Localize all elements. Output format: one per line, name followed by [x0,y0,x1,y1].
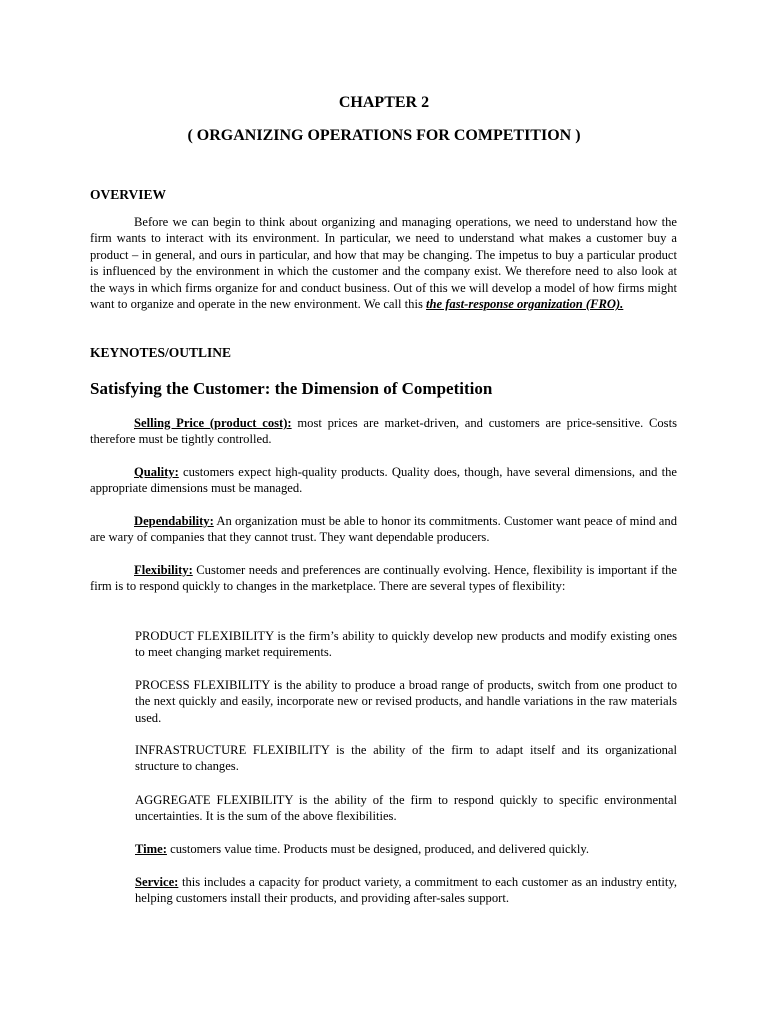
dependability-paragraph [90,513,677,546]
service-term: Service: [135,875,179,889]
time-paragraph [135,841,677,857]
quality-paragraph [90,464,677,497]
infrastructure-flexibility-paragraph: INFRASTRUCTURE FLEXIBILITY is the ability of the firm to adapt itself and its organizational structure to changes. [135,743,677,774]
overview-heading: OVERVIEW [90,187,167,202]
product-flexibility-paragraph: PRODUCT FLEXIBILITY is the firm’s ability to quickly develop new products and modify existing ones to meet changing market requirements. [135,629,677,660]
dependability-term: Dependability: [134,514,214,528]
flexibility-paragraph [90,562,677,595]
overview-text: Before we can begin to think about organizing and managing operations, we need to understand how the firm wants to interact with its environment. In particular, we need to understand what makes a customer buy a product – in general, and ours in particular, and how that may be changing. The impetus to buy a particular product is influenced by the environment in which the customer and the company exist. We therefore need to also look at the ways in which firms organize for and conduct business. Out of this we will develop a model of how firms might want to organize and operate in the new environment. We call this [90,215,677,312]
process-flexibility-paragraph: PROCESS FLEXIBILITY is the ability to produce a broad range of products, switch from one product to the next quickly and easily, incorporate new or revised products, and handle variations in the raw materials used. [135,678,677,725]
service-text: this includes a capacity for product variety, a commitment to each customer as an industry entity, helping customers install their products, and providing after-sales support. [135,875,677,906]
quality-text: customers expect high-quality products. Quality does, though, have several dimensions, and the appropriate dimensions must be managed. [90,465,677,496]
flexibility-text: Customer needs and preferences are continually evolving. Hence, flexibility is important if the firm is to respond quickly to changes in the marketplace. There are several types of flexibility: [90,563,677,594]
dependability-text: An organization must be able to honor its commitments. Customer want peace of mind and are wary of companies that they cannot trust. They want dependable producers. [90,514,677,545]
time-text: customers value time. Products must be designed, produced, and delivered quickly. [166,842,589,856]
chapter-subtitle: ( ORGANIZING OPERATIONS FOR COMPETITION ) [187,127,581,144]
keynotes-heading: KEYNOTES/OUTLINE [90,345,232,360]
time-term: Time: [135,842,167,856]
chapter-heading: CHAPTER 2 [338,94,430,111]
fro-emphasis: the fast-response organization (FRO). [426,297,624,312]
quality-term: Quality: [134,465,179,479]
selling-price-term: Selling Price (product cost): [134,416,292,430]
selling-price-text: most prices are market-driven, and customers are price-sensitive. Costs therefore must be tightly controlled. [90,416,677,447]
flexibility-term: Flexibility: [134,563,193,577]
service-paragraph [135,874,677,907]
aggregate-flexibility-paragraph: AGGREGATE FLEXIBILITY is the ability of the firm to respond quickly to specific environmental uncertainties. It is the sum of the above flexibilities. [135,793,677,824]
section-title: Satisfying the Customer: the Dimension of Competition [90,379,493,398]
selling-price-paragraph [90,415,677,448]
overview-paragraph [90,214,677,312]
